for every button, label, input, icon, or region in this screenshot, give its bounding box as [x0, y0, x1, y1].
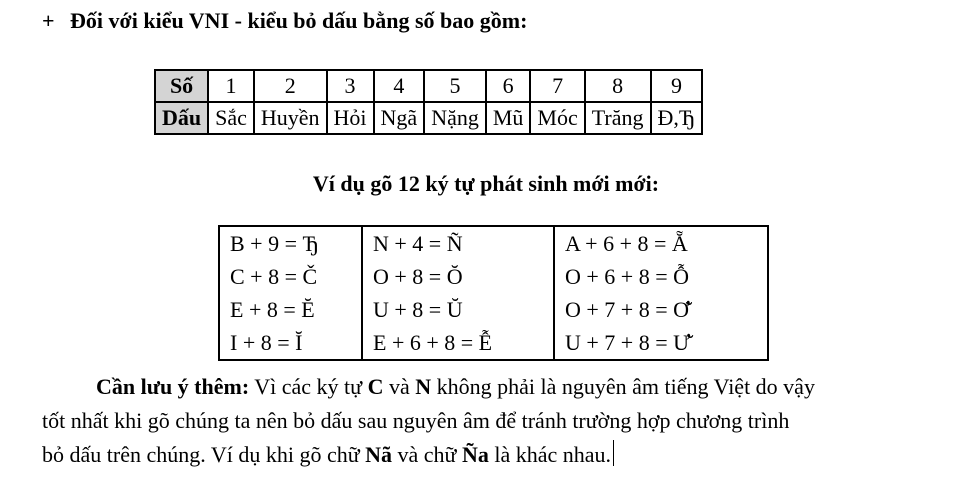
example-entry: O + 7 + 8 = Ơ̆: [565, 297, 689, 322]
mark-cell: Trăng: [585, 102, 651, 134]
number-cell: 9: [651, 70, 703, 102]
note-bold: Ña: [461, 442, 489, 467]
example-entry: I + 8 = Ĭ: [230, 330, 303, 355]
example-column-3: [554, 226, 768, 360]
number-cell: 3: [327, 70, 374, 102]
row-header-mark: Dấu: [155, 102, 208, 134]
example-entry: E + 8 = Ĕ: [230, 297, 315, 322]
number-cell: 4: [374, 70, 425, 102]
mark-cell: Móc: [530, 102, 584, 134]
note-line-3: [42, 438, 952, 472]
note-text: là khác nhau.: [488, 442, 612, 467]
mark-cell: Huyền: [254, 102, 327, 134]
note-line-1: [42, 370, 952, 404]
mark-cell: Mũ: [486, 102, 531, 134]
number-cell: 6: [486, 70, 531, 102]
mark-cell: Hỏi: [327, 102, 374, 134]
row-header-number: Số: [155, 70, 208, 102]
example-entry: U + 8 = Ŭ: [373, 297, 463, 322]
number-cell: 5: [424, 70, 486, 102]
note-text: Vì các ký tự: [249, 374, 368, 399]
note-bold: Nã: [365, 442, 393, 467]
mark-cell: Đ,Ђ: [651, 102, 703, 134]
note-text: và chữ: [392, 442, 462, 467]
number-row: [155, 70, 702, 102]
example-column-1: [219, 226, 362, 360]
vni-mark-table: [154, 69, 703, 135]
mark-row: [155, 102, 702, 134]
note-text: và: [383, 374, 416, 399]
note-bold: C: [367, 374, 384, 399]
note-text: không phải là nguyên âm tiếng Việt do vậy: [431, 374, 815, 399]
example-title: Ví dụ gõ 12 ký tự phát sinh mới mới:: [312, 171, 660, 196]
example-entry: O + 8 = Ŏ: [373, 264, 463, 289]
number-cell: 8: [585, 70, 651, 102]
note-bold: N: [415, 374, 432, 399]
heading-text: Đối với kiểu VNI - kiểu bỏ dấu bằng số bao gồm:: [70, 8, 528, 33]
example-table: [218, 225, 769, 361]
mark-cell: Nặng: [424, 102, 486, 134]
bullet-plus: +: [42, 8, 55, 33]
text-cursor: [613, 440, 614, 466]
example-entry: C + 8 = Č: [230, 264, 318, 289]
note-line-2: tốt nhất khi gõ chúng ta nên bỏ dấu sau nguyên âm để tránh trường hợp chương trình: [42, 408, 790, 433]
note-text: bỏ dấu trên chúng. Ví dụ khi gõ chữ: [42, 442, 366, 467]
number-cell: 7: [530, 70, 584, 102]
note-label: Cần lưu ý thêm:: [96, 374, 250, 399]
number-cell: 2: [254, 70, 327, 102]
example-entry: A + 6 + 8 = Ẵ: [565, 231, 688, 256]
example-entry: U + 7 + 8 = Ư̆: [565, 330, 691, 355]
example-entry: N + 4 = Ñ: [373, 231, 463, 256]
example-entry: O + 6 + 8 = Ỗ: [565, 264, 689, 289]
example-row: [219, 226, 768, 360]
number-cell: 1: [208, 70, 254, 102]
section-heading: [42, 8, 527, 34]
example-entry: B + 9 = Ђ: [230, 231, 320, 256]
note-paragraph: [42, 370, 952, 472]
example-column-2: [362, 226, 554, 360]
mark-cell: Ngã: [374, 102, 425, 134]
example-entry: E + 6 + 8 = Ễ: [373, 330, 493, 355]
mark-cell: Sắc: [208, 102, 254, 134]
